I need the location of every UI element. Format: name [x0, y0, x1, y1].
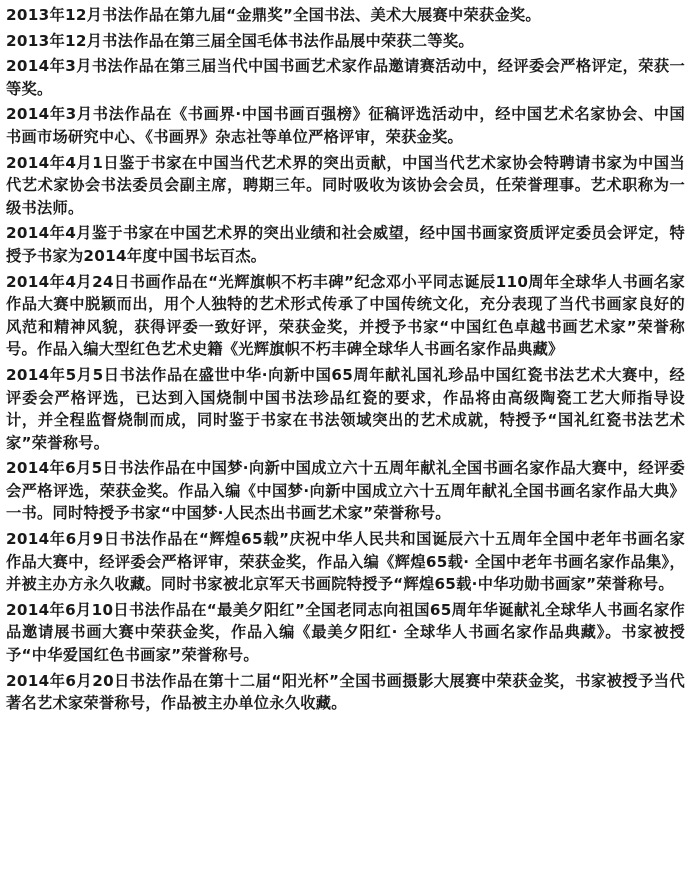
award-entry: 2013年12月书法作品在第九届“金鼎奖”全国书法、美术大展赛中荣获金奖。 [6, 6, 541, 24]
award-entry: 2014年6月10日书法作品在“最美夕阳红”全国老同志向祖国65周年华诞献礼全球华人书画名家作品邀请展书画大赛中荣获金奖，作品入编《最美夕阳红· 全球华人书画名家作品典藏》。书家被授予“中华爱国红色书画家”荣誉称号。 [6, 600, 685, 665]
award-entry: 2013年12月书法作品在第三届全国毛体书法作品展中荣获二等奖。 [6, 31, 474, 50]
award-entry: 2014年6月5日书法作品在中国梦·向新中国成立六十五周年献礼全国书画名家作品大赛中，经评委会严格评选，荣获金奖。作品入编《中国梦·向新中国成立六十五周年献礼全国书画名家作品大典》一书。同时特授予书家“中国梦·人民杰出书画艺术家”荣誉称号。 [6, 459, 685, 523]
award-entry: 2014年3月书法作品在《书画界·中国书画百强榜》征稿评选活动中，经中国艺术名家协会、中国书画市场研究中心、《书画界》杂志社等单位严格评审，荣获金奖。 [6, 105, 685, 146]
award-entry: 2014年5月5日书法作品在盛世中华·向新中国65周年献礼国礼珍品中国红瓷书法艺术大赛中，经评委会严格评选，已达到入国烧制中国书法珍品红瓷的要求，作品将由高级陶瓷工艺大师指导设计，并全程监督烧制而成，同时鉴于书家在书法领域突出的艺术成就，特授予“国礼红瓷书法艺术家”荣誉称号。 [6, 365, 685, 452]
award-entry: 2014年4月1日鉴于书家在中国当代艺术界的突出贡献，中国当代艺术家协会特聘请书家为中国当代艺术家协会书法委员会副主席，聘期三年。同时吸收为该协会会员，任荣誉理事。艺术职称为一级书法师。 [6, 153, 685, 217]
award-entry: 2014年6月9日书法作品在“辉煌65载”庆祝中华人民共和国诞辰六十五周年全国中老年书画名家作品大赛中，经评委会严格评审，荣获金奖，作品入编《辉煌65载· 全国中老年书画名家作品集》，并被主办方永久收藏。同时书家被北京军天书画院特授予“辉煌65载·中华功勋书画家”荣誉称号。 [6, 530, 685, 594]
award-entry: 2014年4月24日书画作品在“光辉旗帜不朽丰碑”纪念邓小平同志诞辰110周年全球华人书画名家作品大赛中脱颖而出，用个人独特的艺术形式传承了中国传统文化，充分表现了当代书画家良好的风范和精神风貌，获得评委一致好评，荣获金奖，并授予书家“中国红色卓越书画艺术家”荣誉称号。作品入编大型红色艺术史籍《光辉旗帜不朽丰碑全球华人书画名家作品典藏》 [6, 272, 685, 359]
award-entry: 2014年6月20日书法作品在第十二届“阳光杯”全国书画摄影大展赛中荣获金奖，书家被授予当代著名艺术家荣誉称号，作品被主办单位永久收藏。 [6, 671, 685, 713]
award-entry: 2014年3月书法作品在第三届当代中国书画艺术家作品邀请赛活动中，经评委会严格评定，荣获一等奖。 [6, 57, 685, 98]
award-entry: 2014年4月鉴于书家在中国艺术界的突出业绩和社会威望，经中国书画家资质评定委员会评定，特授予书家为2014年度中国书坛百杰。 [6, 224, 685, 265]
